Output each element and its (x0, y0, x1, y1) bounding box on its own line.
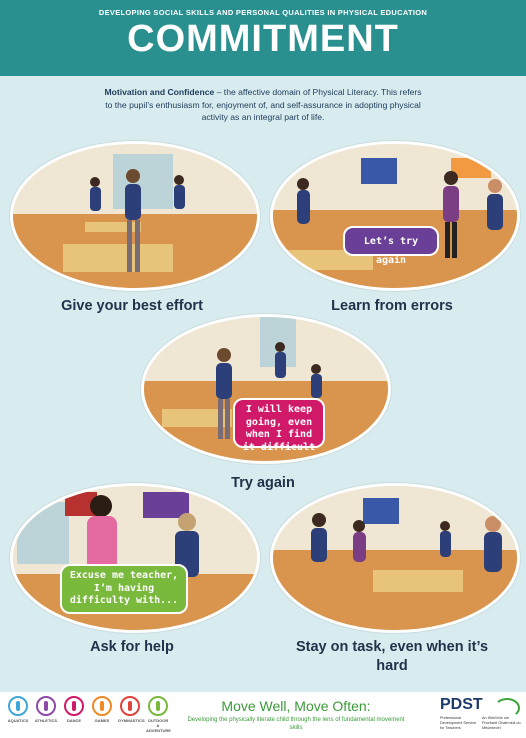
aquatics-label: AQUATICS (7, 718, 29, 723)
games-label: GAMES (94, 718, 110, 723)
pdst-swoosh-icon (494, 698, 520, 718)
sport-icons (6, 696, 170, 733)
intro-lead: Motivation and Confidence (104, 87, 215, 97)
page-title: COMMITMENT (127, 18, 399, 60)
gymnastics-label: GYMNASTICS (118, 718, 145, 723)
caption-ask-help: Ask for help (90, 639, 174, 655)
footer-tagline: Move Well, Move Often: (221, 698, 371, 714)
photo-best-effort (10, 141, 260, 291)
outdoor-adventure-item (146, 696, 170, 733)
footer (0, 692, 526, 738)
header-banner (0, 0, 526, 76)
pdst-logo (440, 696, 522, 732)
dance-icon (64, 696, 84, 716)
header-kicker: DEVELOPING SOCIAL SKILLS AND PERSONAL QUALITIES IN PHYSICAL EDUCATION (98, 8, 428, 17)
caption-try-again: Try again (231, 475, 295, 491)
outdoor-adventure-icon (148, 696, 168, 716)
intro-text (100, 86, 426, 124)
athletics-item (34, 696, 58, 733)
games-item (90, 696, 114, 733)
speech-bubble-keep-going: I will keep going, even when I find it difficult (233, 398, 325, 448)
pdst-logo-text: PDST (440, 696, 483, 713)
intro-body: – the affective domain of Physical Literacy. This refers to the pupil’s enthusiasm for, enjoyment of, and self-assurance in adopting physical activity as an integral part of life. (105, 87, 422, 122)
aquatics-item (6, 696, 30, 733)
athletics-icon (36, 696, 56, 716)
footer-subline: Developing the physically literate child through the lens of fundamental movement skills (187, 717, 405, 731)
games-icon (92, 696, 112, 716)
pdst-tagline-ga: An tSeirbhís um Fhorbairt Ghairmiúil do Mhúinteoirí (482, 716, 521, 730)
gymnastics-icon (120, 696, 140, 716)
dance-item (62, 696, 86, 733)
athletics-label: ATHLETICS (34, 718, 58, 723)
outdoor-adventure-label: OUTDOOR & ADVENTURE (146, 718, 171, 733)
pdst-tagline-en: Professional Development Service for Teachers (440, 716, 477, 730)
caption-best-effort: Give your best effort (61, 298, 203, 314)
caption-stay-on-task: Stay on task, even when it’s hard (295, 639, 489, 674)
aquatics-icon (8, 696, 28, 716)
photo-stay-on-task (270, 483, 520, 633)
speech-bubble-lets-try-again: Let’s try again (343, 226, 439, 256)
dance-label: DANCE (66, 718, 82, 723)
speech-bubble-ask-teacher: Excuse me teacher, I’m having difficulty with... (60, 564, 188, 614)
caption-learn-errors: Learn from errors (331, 298, 453, 314)
gymnastics-item (118, 696, 145, 733)
